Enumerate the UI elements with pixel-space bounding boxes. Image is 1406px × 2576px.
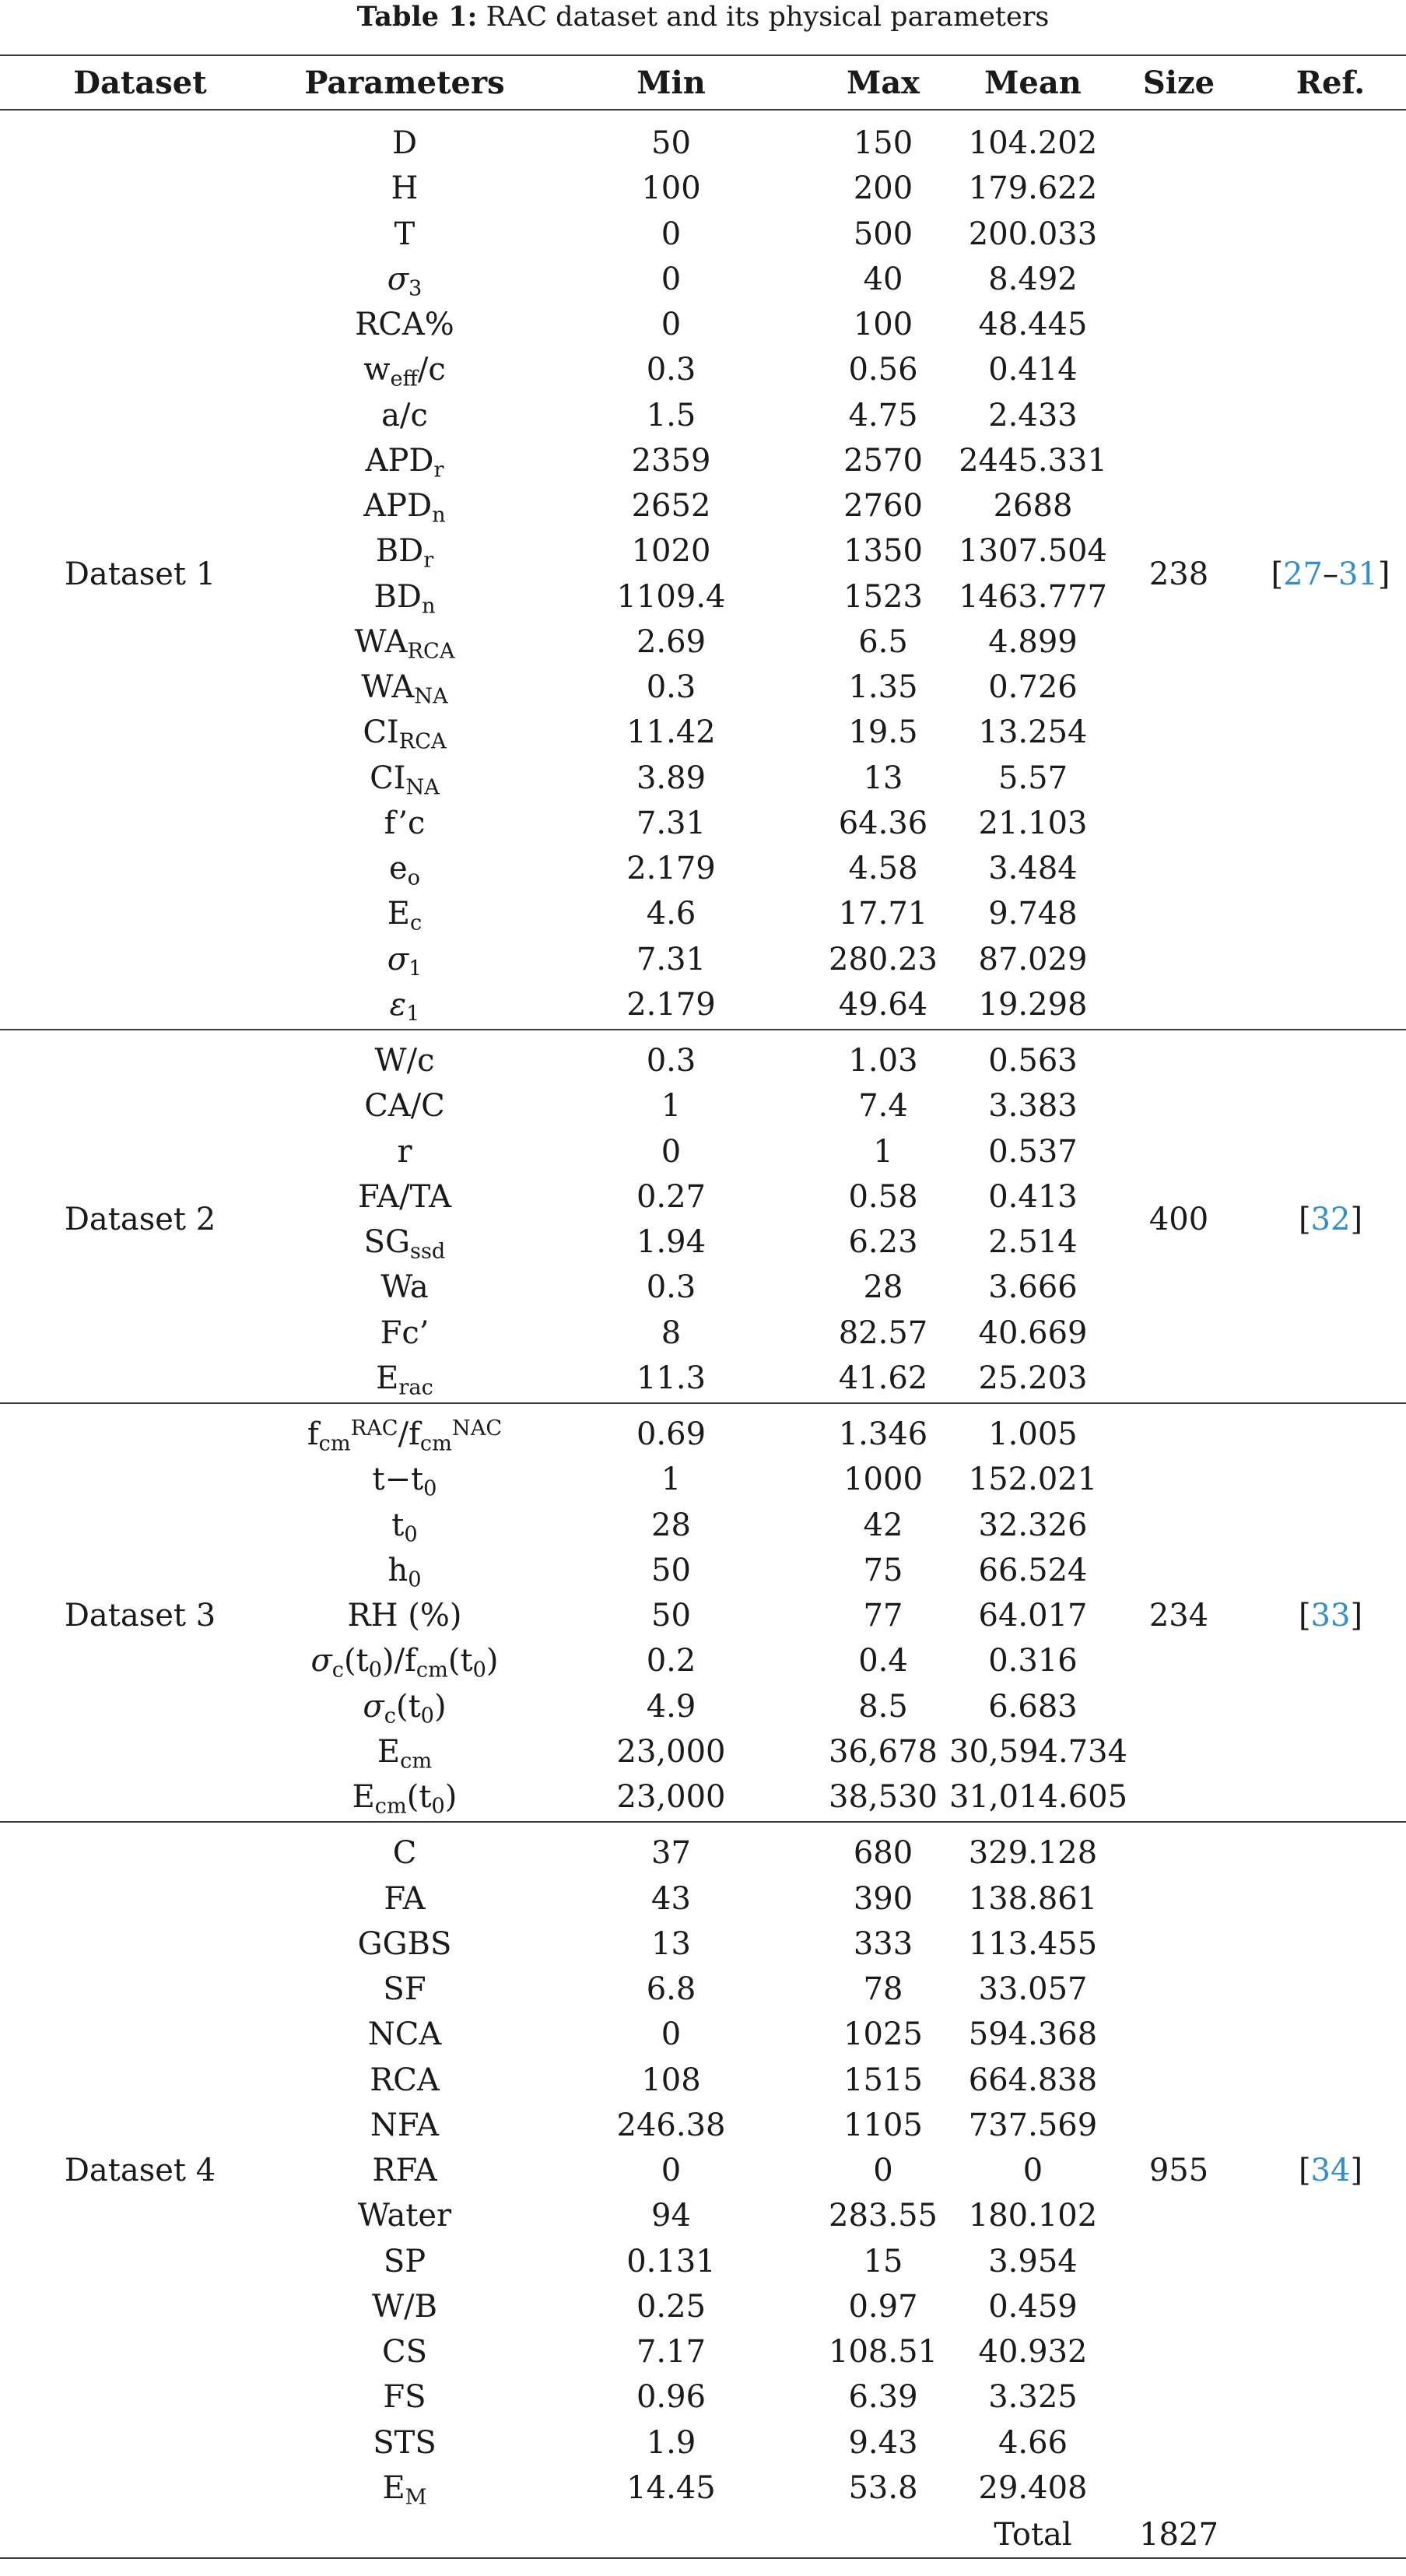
- min-cell: 0.3: [646, 1043, 696, 1079]
- min-cell: 0: [661, 261, 682, 297]
- header-ref: Ref.: [1296, 65, 1366, 101]
- mean-cell: 2.514: [988, 1224, 1078, 1260]
- min-cell: 37: [651, 1835, 691, 1872]
- max-cell: 200: [853, 170, 913, 207]
- parameter-cell: $BD_r$: [375, 533, 434, 573]
- mean-cell: 21.103: [978, 805, 1088, 841]
- parameter-cell: $\varepsilon_1$: [389, 986, 420, 1027]
- min-cell: 2.69: [636, 623, 707, 660]
- min-cell: 50: [651, 1598, 691, 1634]
- mean-cell: 32.326: [978, 1507, 1088, 1543]
- max-cell: 1523: [843, 578, 923, 615]
- parameter-cell: SF: [383, 1971, 426, 2007]
- max-cell: 1000: [843, 1462, 923, 1498]
- mean-cell: 138.861: [968, 1880, 1098, 1917]
- mean-cell: 179.622: [968, 170, 1098, 207]
- min-cell: 11.3: [636, 1360, 707, 1396]
- max-cell: 6.5: [858, 623, 908, 660]
- ref-cell: [27–31]: [1271, 556, 1390, 592]
- caption-label: Table 1:: [356, 1, 478, 33]
- mean-cell: 0.459: [988, 2288, 1078, 2325]
- min-cell: 13: [651, 1925, 691, 1962]
- min-cell: 7.17: [636, 2334, 707, 2370]
- parameter-cell: $e_o$: [388, 851, 421, 890]
- parameter-cell: T: [394, 216, 415, 252]
- parameter-cell: FA: [384, 1880, 426, 1917]
- parameter-cell: RFA: [372, 2153, 437, 2188]
- min-cell: 0: [661, 216, 682, 252]
- max-cell: 500: [853, 216, 913, 252]
- max-cell: 100: [853, 307, 913, 342]
- mean-cell: 30,594.734: [949, 1733, 1128, 1770]
- max-cell: 82.57: [838, 1314, 928, 1351]
- parameter-cell: Wa: [380, 1269, 429, 1306]
- dataset-label: Dataset 3: [64, 1598, 216, 1634]
- total-value: 1827: [1139, 2517, 1218, 2553]
- max-cell: 17.71: [838, 896, 928, 932]
- max-cell: 8.5: [858, 1688, 908, 1725]
- min-cell: 1.5: [646, 397, 696, 433]
- parameter-cell: FS: [383, 2379, 426, 2416]
- max-cell: 1350: [843, 533, 923, 570]
- size-cell: 955: [1148, 2153, 1209, 2189]
- mean-cell: 5.57: [998, 760, 1068, 796]
- max-cell: 150: [853, 125, 913, 161]
- mean-cell: 40.669: [978, 1314, 1088, 1351]
- max-cell: 42: [863, 1507, 903, 1543]
- min-cell: 50: [651, 125, 691, 161]
- min-cell: 3.89: [636, 760, 707, 796]
- mean-cell: 25.203: [978, 1360, 1088, 1396]
- max-cell: 13: [863, 760, 903, 796]
- mean-cell: 200.033: [968, 216, 1098, 252]
- parameter-cell: a/c: [381, 397, 428, 433]
- mean-cell: 737.569: [968, 2107, 1098, 2143]
- mean-cell: 0.413: [988, 1178, 1078, 1215]
- mean-cell: 40.932: [978, 2334, 1088, 2370]
- ref-cell: [33]: [1298, 1598, 1363, 1634]
- min-cell: 0.96: [636, 2379, 707, 2416]
- size-cell: 234: [1148, 1598, 1209, 1634]
- max-cell: 9.43: [848, 2424, 918, 2461]
- total-label: Total: [994, 2517, 1072, 2553]
- min-cell: 1: [661, 1462, 682, 1498]
- max-cell: 77: [863, 1598, 903, 1634]
- parameter-cell: W/B: [372, 2288, 437, 2325]
- min-cell: 4.9: [646, 1688, 696, 1725]
- mean-cell: 13.254: [978, 714, 1088, 751]
- min-cell: 28: [651, 1507, 691, 1543]
- max-cell: 1.35: [848, 669, 918, 705]
- parameter-cell: $\sigma_3$: [387, 261, 423, 301]
- parameter-cell: H: [391, 170, 419, 207]
- max-cell: 4.58: [848, 851, 918, 886]
- mean-cell: 3.383: [988, 1088, 1078, 1125]
- mean-cell: 104.202: [968, 125, 1098, 161]
- parameter-cell: NCA: [367, 2016, 442, 2053]
- min-cell: 43: [651, 1880, 691, 1917]
- table-rule: [0, 1821, 1406, 1823]
- header-parameters: Parameters: [304, 65, 505, 101]
- min-cell: 108: [641, 2062, 701, 2098]
- parameter-cell: f’c: [384, 805, 426, 841]
- max-cell: 1.346: [838, 1416, 928, 1452]
- parameter-cell: Water: [357, 2198, 452, 2234]
- max-cell: 2760: [843, 488, 923, 524]
- mean-cell: 33.057: [978, 1971, 1088, 2007]
- mean-cell: 2.433: [988, 397, 1078, 433]
- parameter-cell: C: [392, 1835, 417, 1872]
- parameter-cell: Fc’: [380, 1314, 430, 1351]
- mean-cell: 0: [1022, 2153, 1043, 2188]
- parameter-cell: $f_{cm}^{RAC}/f_{cm}^{NAC}$: [307, 1416, 503, 1456]
- mean-cell: 64.017: [978, 1598, 1088, 1634]
- parameter-cell: $\sigma_1$: [387, 941, 423, 981]
- max-cell: 28: [863, 1269, 903, 1306]
- min-cell: 11.42: [626, 714, 716, 751]
- parameter-cell: $w_{eff}/c$: [363, 352, 446, 391]
- max-cell: 64.36: [838, 805, 928, 841]
- min-cell: 2652: [631, 488, 711, 524]
- max-cell: 40: [863, 261, 903, 297]
- parameter-cell: $E_M$: [382, 2469, 427, 2510]
- mean-cell: 0.537: [988, 1133, 1078, 1170]
- mean-cell: 0.414: [988, 352, 1078, 388]
- max-cell: 53.8: [848, 2469, 918, 2506]
- max-cell: 38,530: [829, 1779, 938, 1815]
- max-cell: 6.39: [848, 2379, 918, 2416]
- min-cell: 2359: [631, 442, 711, 479]
- min-cell: 100: [641, 170, 701, 207]
- min-cell: 0.3: [646, 352, 696, 388]
- max-cell: 36,678: [829, 1733, 938, 1770]
- dataset-label: Dataset 1: [64, 556, 216, 592]
- max-cell: 75: [863, 1552, 903, 1588]
- min-cell: 94: [651, 2198, 691, 2234]
- mean-cell: 87.029: [978, 941, 1088, 977]
- ref-cell: [32]: [1298, 1202, 1363, 1237]
- mean-cell: 9.748: [988, 896, 1078, 932]
- parameter-cell: r: [397, 1133, 412, 1170]
- parameter-cell: $CI_{RCA}$: [363, 714, 447, 754]
- min-cell: 7.31: [636, 805, 707, 841]
- mean-cell: 4.899: [988, 623, 1078, 660]
- mean-cell: 1463.777: [959, 578, 1107, 615]
- max-cell: 0.4: [858, 1643, 908, 1679]
- min-cell: 23,000: [616, 1779, 726, 1815]
- table-rule: [0, 1029, 1406, 1030]
- min-cell: 1.9: [646, 2424, 696, 2461]
- max-cell: 1025: [843, 2016, 923, 2053]
- parameter-cell: RCA%: [355, 307, 454, 342]
- parameter-cell: $E_{cm}$: [377, 1733, 433, 1774]
- min-cell: 0.25: [636, 2288, 707, 2325]
- max-cell: 390: [853, 1880, 913, 1917]
- mean-cell: 6.683: [988, 1688, 1078, 1725]
- parameter-cell: RH (%): [347, 1598, 462, 1634]
- parameter-cell: CS: [381, 2334, 427, 2370]
- max-cell: 0.56: [848, 352, 918, 388]
- mean-cell: 66.524: [978, 1552, 1088, 1588]
- table-caption: [0, 2, 1406, 33]
- mean-cell: 4.66: [998, 2424, 1068, 2461]
- parameter-cell: NFA: [370, 2107, 440, 2143]
- mean-cell: 1.005: [988, 1416, 1078, 1452]
- parameter-cell: FA/TA: [357, 1178, 452, 1215]
- max-cell: 1: [873, 1133, 893, 1170]
- max-cell: 0.58: [848, 1178, 918, 1215]
- min-cell: 14.45: [626, 2469, 716, 2506]
- min-cell: 0.69: [636, 1416, 707, 1452]
- header-dataset: Dataset: [73, 65, 207, 101]
- min-cell: 8: [661, 1314, 682, 1351]
- max-cell: 0: [873, 2153, 893, 2188]
- max-cell: 0.97: [848, 2288, 918, 2325]
- max-cell: 41.62: [838, 1360, 928, 1396]
- ref-cell: [34]: [1298, 2153, 1363, 2189]
- mean-cell: 3.325: [988, 2379, 1078, 2416]
- mean-cell: 0.563: [988, 1043, 1078, 1079]
- parameter-cell: D: [391, 125, 418, 161]
- mean-cell: 31,014.605: [949, 1779, 1128, 1815]
- header-min: Min: [636, 65, 706, 101]
- min-cell: 1.94: [636, 1224, 707, 1260]
- mean-cell: 3.484: [988, 851, 1078, 886]
- max-cell: 19.5: [848, 714, 918, 751]
- parameter-cell: $\sigma_c(t_0)/f_{cm}(t_0)$: [310, 1643, 499, 1683]
- mean-cell: 664.838: [968, 2062, 1098, 2098]
- max-cell: 680: [853, 1835, 913, 1872]
- parameter-cell: $WA_{RCA}$: [354, 623, 455, 664]
- parameter-cell: $E_c$: [387, 896, 423, 935]
- size-cell: 400: [1148, 1202, 1209, 1237]
- mean-cell: 0.316: [988, 1643, 1078, 1679]
- min-cell: 50: [651, 1552, 691, 1588]
- min-cell: 2.179: [626, 851, 716, 886]
- mean-cell: 19.298: [978, 986, 1088, 1023]
- min-cell: 246.38: [616, 2107, 726, 2143]
- max-cell: 7.4: [858, 1088, 908, 1125]
- mean-cell: 1307.504: [959, 533, 1107, 570]
- min-cell: 7.31: [636, 941, 707, 977]
- parameter-cell: W/c: [374, 1043, 435, 1079]
- size-cell: 238: [1148, 556, 1209, 592]
- mean-cell: 329.128: [968, 1835, 1098, 1872]
- parameter-cell: $t_0$: [391, 1507, 418, 1547]
- mean-cell: 3.666: [988, 1269, 1078, 1306]
- header-max: Max: [846, 65, 920, 101]
- max-cell: 333: [853, 1925, 913, 1962]
- min-cell: 2.179: [626, 986, 716, 1023]
- parameter-cell: RCA: [370, 2062, 440, 2098]
- mean-cell: 3.954: [988, 2243, 1078, 2279]
- mean-cell: 2445.331: [959, 442, 1107, 479]
- max-cell: 4.75: [848, 397, 918, 433]
- parameter-cell: STS: [373, 2424, 437, 2461]
- min-cell: 4.6: [646, 896, 696, 932]
- mean-cell: 594.368: [968, 2016, 1098, 2053]
- mean-cell: 8.492: [988, 261, 1078, 297]
- table-rule: [0, 54, 1406, 56]
- max-cell: 1105: [843, 2107, 923, 2143]
- header-mean: Mean: [984, 65, 1082, 101]
- max-cell: 78: [863, 1971, 903, 2007]
- max-cell: 15: [863, 2243, 903, 2279]
- parameter-cell: $h_0$: [387, 1552, 422, 1592]
- parameter-cell: $E_{rac}$: [376, 1360, 433, 1400]
- header-size: Size: [1142, 65, 1215, 101]
- table-rule: [0, 109, 1406, 111]
- mean-cell: 2688: [993, 488, 1073, 524]
- mean-cell: 113.455: [968, 1925, 1098, 1962]
- caption-text: RAC dataset and its physical parameters: [486, 2, 1050, 33]
- mean-cell: 152.021: [968, 1462, 1098, 1498]
- parameter-cell: $CI_{NA}$: [370, 760, 440, 800]
- max-cell: 1515: [843, 2062, 923, 2098]
- min-cell: 23,000: [616, 1733, 726, 1770]
- parameter-cell: $WA_{NA}$: [361, 669, 448, 709]
- max-cell: 2570: [843, 442, 923, 479]
- max-cell: 1.03: [848, 1043, 918, 1079]
- mean-cell: 48.445: [978, 307, 1088, 342]
- parameter-cell: $t-t_0$: [372, 1462, 437, 1501]
- min-cell: 0: [661, 2016, 682, 2053]
- parameter-cell: $\sigma_c(t_0)$: [363, 1688, 447, 1728]
- max-cell: 283.55: [829, 2198, 938, 2234]
- max-cell: 280.23: [829, 941, 938, 977]
- min-cell: 0.2: [646, 1643, 696, 1679]
- parameter-cell: CA/C: [364, 1088, 445, 1125]
- dataset-label: Dataset 4: [64, 2153, 216, 2189]
- min-cell: 6.8: [646, 1971, 696, 2007]
- min-cell: 0.3: [646, 1269, 696, 1306]
- mean-cell: 29.408: [978, 2469, 1088, 2506]
- max-cell: 108.51: [829, 2334, 938, 2370]
- parameter-cell: $BD_n$: [373, 578, 436, 619]
- min-cell: 0: [661, 2153, 682, 2188]
- min-cell: 1: [661, 1088, 682, 1125]
- parameter-cell: $APD_r$: [365, 442, 444, 483]
- parameter-cell: GGBS: [357, 1925, 452, 1962]
- max-cell: 6.23: [848, 1224, 918, 1260]
- dataset-label: Dataset 2: [64, 1202, 216, 1237]
- table-rule: [0, 2557, 1406, 2559]
- min-cell: 0: [661, 1133, 682, 1170]
- mean-cell: 180.102: [968, 2198, 1098, 2234]
- parameter-cell: $E_{cm}(t_0)$: [352, 1779, 458, 1819]
- min-cell: 1020: [631, 533, 711, 570]
- parameter-cell: $APD_n$: [363, 488, 446, 528]
- parameter-cell: $SG_{ssd}$: [363, 1224, 446, 1264]
- min-cell: 0.3: [646, 669, 696, 705]
- max-cell: 49.64: [838, 986, 928, 1023]
- min-cell: 0.131: [626, 2243, 716, 2279]
- min-cell: 0: [661, 307, 682, 342]
- parameter-cell: SP: [383, 2243, 426, 2279]
- mean-cell: 0.726: [988, 669, 1078, 705]
- min-cell: 1109.4: [616, 578, 726, 615]
- min-cell: 0.27: [636, 1178, 707, 1215]
- table-rule: [0, 1402, 1406, 1404]
